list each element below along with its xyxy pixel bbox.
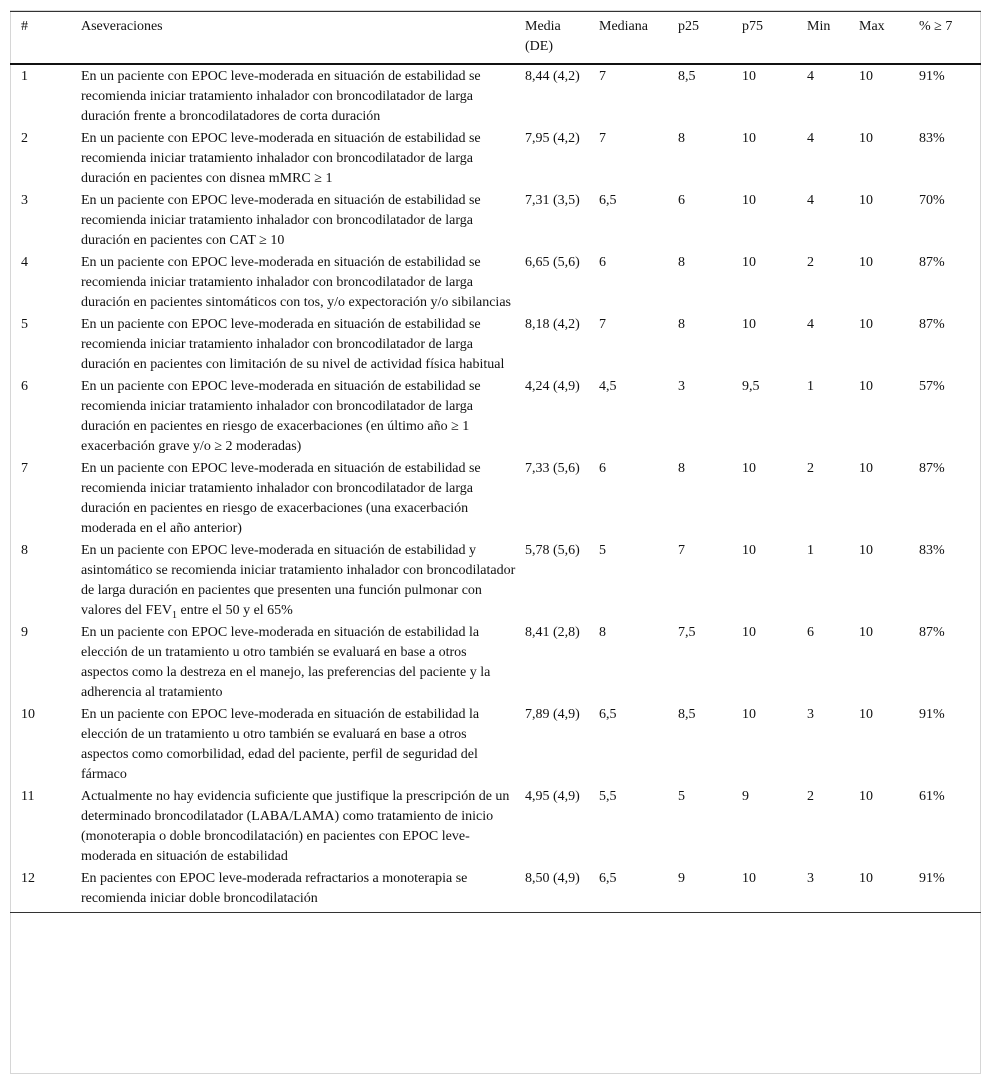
table-row — [10, 786, 981, 868]
header-p25: p25 — [678, 19, 699, 34]
cell-p75: 10 — [742, 461, 756, 476]
cell-num: 10 — [21, 707, 35, 722]
cell-p25: 8 — [678, 131, 685, 146]
cell-statement: En un paciente con EPOC leve-moderada en situación de estabilidad la elección de un tratamiento u otro también se evaluará en base a otros aspectos como la destreza en el manejo, las preferencias del paciente y la adherencia al tratamiento — [81, 625, 491, 700]
cell-max: 10 — [859, 379, 873, 394]
cell-pct: 87% — [919, 255, 945, 270]
cell-statement — [81, 540, 525, 622]
table-row — [10, 252, 981, 314]
cell-num: 11 — [21, 789, 35, 804]
cell-p25: 6 — [678, 193, 685, 208]
cell-max: 10 — [859, 461, 873, 476]
cell-num: 9 — [21, 625, 28, 640]
cell-min: 2 — [807, 461, 814, 476]
header-num: # — [21, 19, 28, 34]
cell-num: 8 — [21, 543, 28, 558]
cell-num: 12 — [21, 871, 35, 886]
cell-mean: 7,95 (4,2) — [525, 131, 580, 146]
cell-min: 1 — [807, 543, 814, 558]
cell-p75: 10 — [742, 317, 756, 332]
cell-pct: 91% — [919, 871, 945, 886]
cell-max: 10 — [859, 69, 873, 84]
cell-median: 7 — [599, 131, 606, 146]
cell-pct: 87% — [919, 461, 945, 476]
table-row — [10, 458, 981, 540]
cell-p75: 10 — [742, 871, 756, 886]
table-row — [10, 622, 981, 704]
cell-p25: 5 — [678, 789, 685, 804]
cell-max: 10 — [859, 625, 873, 640]
cell-median: 6,5 — [599, 707, 617, 722]
cell-p25: 9 — [678, 871, 685, 886]
cell-statement: Actualmente no hay evidencia suficiente que justifique la prescripción de un determinado broncodilatador (LABA/LAMA) como tratamiento de inicio (monoterapia o doble broncodilatación) en pacientes con EPOC leve-moderada en situación de estabilidad — [81, 789, 510, 864]
cell-max: 10 — [859, 871, 873, 886]
cell-p75: 10 — [742, 255, 756, 270]
cell-max: 10 — [859, 193, 873, 208]
cell-p25: 8,5 — [678, 707, 696, 722]
table-row — [10, 704, 981, 786]
header-row — [10, 12, 981, 65]
cell-min: 1 — [807, 379, 814, 394]
cell-num: 2 — [21, 131, 28, 146]
cell-p75: 9 — [742, 789, 749, 804]
header-max: Max — [859, 19, 885, 34]
cell-min: 4 — [807, 131, 814, 146]
cell-num: 6 — [21, 379, 28, 394]
cell-mean: 7,31 (3,5) — [525, 193, 580, 208]
cell-pct: 83% — [919, 543, 945, 558]
cell-mean: 7,33 (5,6) — [525, 461, 580, 476]
cell-p75: 10 — [742, 131, 756, 146]
cell-p75: 10 — [742, 193, 756, 208]
cell-median: 6 — [599, 255, 606, 270]
cell-median: 6 — [599, 461, 606, 476]
cell-p25: 3 — [678, 379, 685, 394]
cell-pct: 57% — [919, 379, 945, 394]
cell-p25: 7,5 — [678, 625, 696, 640]
statement-tail: entre el 50 y el 65% — [176, 603, 293, 618]
cell-median: 7 — [599, 317, 606, 332]
cell-num: 4 — [21, 255, 28, 270]
cell-median: 4,5 — [599, 379, 617, 394]
header-min: Min — [807, 19, 831, 34]
cell-min: 4 — [807, 317, 814, 332]
cell-min: 3 — [807, 707, 814, 722]
cell-statement: En un paciente con EPOC leve-moderada en situación de estabilidad se recomienda iniciar tratamiento inhalador con broncodilatador de larga duración en pacientes en riesgo de exacerbaciones (en último año ≥ 1 exacerbación grave y/o ≥ 2 moderadas) — [81, 379, 481, 454]
cell-min: 2 — [807, 789, 814, 804]
cell-mean: 8,50 (4,9) — [525, 871, 580, 886]
cell-pct: 70% — [919, 193, 945, 208]
cell-statement: En pacientes con EPOC leve-moderada refractarios a monoterapia se recomienda iniciar doble broncodilatación — [81, 871, 468, 906]
header-median: Mediana — [599, 19, 648, 34]
cell-max: 10 — [859, 789, 873, 804]
cell-num: 5 — [21, 317, 28, 332]
cell-statement: En un paciente con EPOC leve-moderada en situación de estabilidad se recomienda iniciar tratamiento inhalador con broncodilatador de larga duración en pacientes con CAT ≥ 10 — [81, 193, 481, 248]
table-row — [10, 868, 981, 913]
cell-p75: 9,5 — [742, 379, 760, 394]
cell-num: 7 — [21, 461, 28, 476]
cell-statement: En un paciente con EPOC leve-moderada en situación de estabilidad se recomienda iniciar tratamiento inhalador con broncodilatador de larga duración frente a broncodilatadores de corta duración — [81, 69, 481, 124]
cell-p25: 7 — [678, 543, 685, 558]
table-row — [10, 314, 981, 376]
statement-subscript: 1 — [171, 609, 177, 621]
cell-p25: 8 — [678, 461, 685, 476]
cell-p25: 8 — [678, 255, 685, 270]
cell-p25: 8,5 — [678, 69, 696, 84]
cell-min: 2 — [807, 255, 814, 270]
cell-max: 10 — [859, 707, 873, 722]
header-statement: Aseveraciones — [81, 19, 163, 34]
cell-mean: 8,18 (4,2) — [525, 317, 580, 332]
cell-median: 8 — [599, 625, 606, 640]
cell-statement: En un paciente con EPOC leve-moderada en situación de estabilidad la elección de un tratamiento u otro también se evaluará en base a otros aspectos como comorbilidad, edad del paciente, perfil de seguridad del fármaco — [81, 707, 480, 782]
cell-pct: 91% — [919, 69, 945, 84]
cell-num: 3 — [21, 193, 28, 208]
cell-min: 4 — [807, 69, 814, 84]
table-row — [10, 128, 981, 190]
cell-pct: 91% — [919, 707, 945, 722]
cell-max: 10 — [859, 255, 873, 270]
cell-min: 6 — [807, 625, 814, 640]
statement-text: En un paciente con EPOC leve-moderada en situación de estabilidad y asintomático se recomienda iniciar tratamiento inhalador con broncodilatador de larga duración en pacientes que presenten una función pulmonar con valores del FEV — [81, 543, 516, 618]
cell-median: 6,5 — [599, 871, 617, 886]
cell-median: 5 — [599, 543, 606, 558]
table-row — [10, 540, 981, 622]
cell-max: 10 — [859, 131, 873, 146]
table-header — [10, 12, 981, 65]
cell-mean: 6,65 (5,6) — [525, 255, 580, 270]
cell-min: 3 — [807, 871, 814, 886]
cell-mean: 4,24 (4,9) — [525, 379, 580, 394]
cell-num: 1 — [21, 69, 28, 84]
cell-median: 6,5 — [599, 193, 617, 208]
cell-median: 7 — [599, 69, 606, 84]
cell-mean: 8,41 (2,8) — [525, 625, 580, 640]
header-p75: p75 — [742, 19, 763, 34]
cell-mean: 8,44 (4,2) — [525, 69, 580, 84]
table-body — [10, 64, 981, 913]
cell-p75: 10 — [742, 543, 756, 558]
table-row — [10, 64, 981, 128]
cell-statement: En un paciente con EPOC leve-moderada en situación de estabilidad se recomienda iniciar tratamiento inhalador con broncodilatador de larga duración en pacientes sintomáticos con tos, y/o expectoración y/o sibilancias — [81, 255, 511, 310]
cell-p75: 10 — [742, 707, 756, 722]
cell-statement: En un paciente con EPOC leve-moderada en situación de estabilidad se recomienda iniciar tratamiento inhalador con broncodilatador de larga duración en pacientes en riesgo de exacerbaciones (una exacerbación moderada en el año anterior) — [81, 461, 481, 536]
cell-mean: 5,78 (5,6) — [525, 543, 580, 558]
table-row — [10, 376, 981, 458]
cell-statement: En un paciente con EPOC leve-moderada en situación de estabilidad se recomienda iniciar tratamiento inhalador con broncodilatador de larga duración en pacientes con limitación de su nivel de actividad física habitual — [81, 317, 505, 372]
cell-max: 10 — [859, 543, 873, 558]
cell-pct: 87% — [919, 317, 945, 332]
cell-mean: 4,95 (4,9) — [525, 789, 580, 804]
cell-statement: En un paciente con EPOC leve-moderada en situación de estabilidad se recomienda iniciar tratamiento inhalador con broncodilatador de larga duración en pacientes con disnea mMRC ≥ 1 — [81, 131, 481, 186]
cell-median: 5,5 — [599, 789, 617, 804]
cell-p75: 10 — [742, 625, 756, 640]
header-pct: % ≥ 7 — [919, 19, 953, 34]
cell-mean: 7,89 (4,9) — [525, 707, 580, 722]
consensus-table — [10, 11, 981, 913]
cell-max: 10 — [859, 317, 873, 332]
cell-p25: 8 — [678, 317, 685, 332]
cell-pct: 87% — [919, 625, 945, 640]
table-row — [10, 190, 981, 252]
cell-min: 4 — [807, 193, 814, 208]
cell-p75: 10 — [742, 69, 756, 84]
cell-pct: 83% — [919, 131, 945, 146]
header-mean: Media (DE) — [525, 19, 561, 54]
cell-pct: 61% — [919, 789, 945, 804]
